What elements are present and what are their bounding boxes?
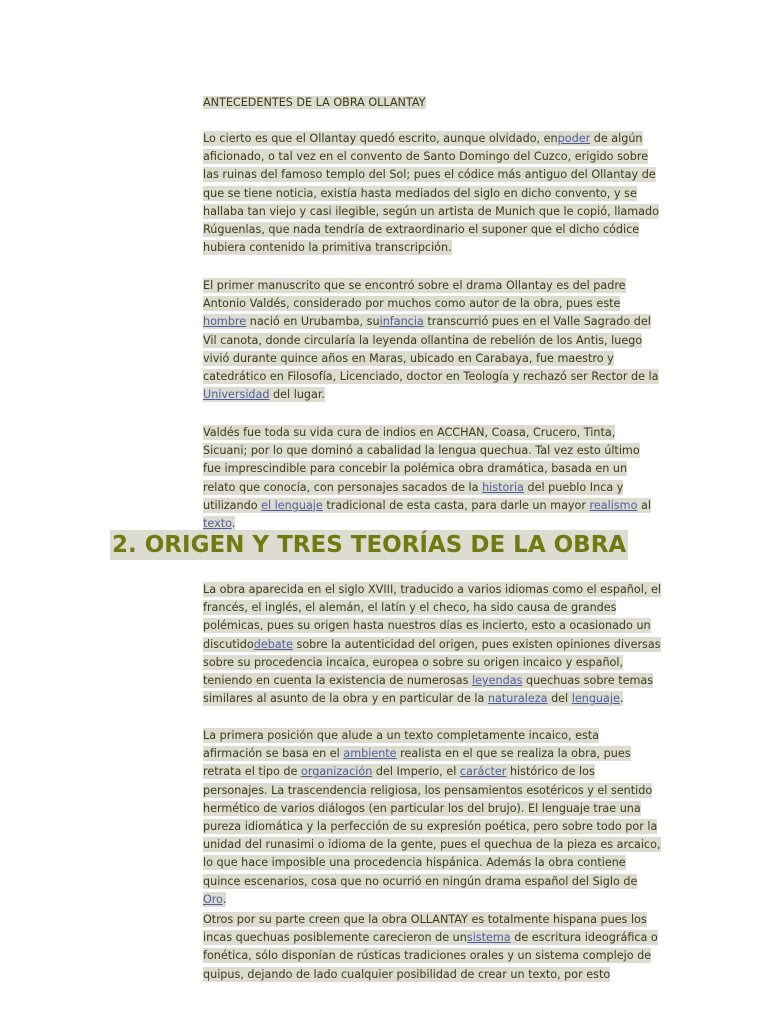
link-poder[interactable]: poder bbox=[557, 132, 591, 145]
link-naturaleza[interactable]: naturaleza bbox=[487, 692, 548, 706]
link-realismo[interactable]: realismo bbox=[589, 498, 638, 512]
link-ambiente[interactable]: ambiente bbox=[343, 747, 397, 761]
paragraph-5: La primera posición que alude a un texto completamente incaico, esta afirmación se basa en el ambiente realista en el que se realiza la obra, pues retrata el tipo de organización del Imperio, el carácter histórico de los personajes. La trascendencia religiosa, los pensamientos esotéricos y el sentido hermético de varios diálogos (en particular los del brujo). El lenguaje trae una pureza idiomática y la perfección de su expresión poética, pero sobre todo por la unidad del runasimi o idioma de la gente, pues el quechua de la pieza es arcaico, lo que hace imposible una procedencia hispánica. Además la obra contiene quince escenarios, cosa que no ocurrió en ningún drama español del Siglo de Oro. bbox=[203, 729, 661, 906]
document-heading: ANTECEDENTES DE LA OBRA OLLANTAY bbox=[203, 96, 426, 109]
link-infancia[interactable]: infancia bbox=[379, 315, 424, 329]
link-organizacion[interactable]: organización bbox=[300, 765, 373, 779]
link-caracter[interactable]: carácter bbox=[459, 765, 507, 779]
section-title: 2. ORIGEN Y TRES TEORÍAS DE LA OBRA bbox=[112, 532, 627, 558]
link-hombre[interactable]: hombre bbox=[203, 315, 247, 329]
link-leyendas[interactable]: leyendas bbox=[472, 674, 523, 688]
link-oro[interactable]: Oro bbox=[203, 892, 223, 906]
paragraph-4: La obra aparecida en el siglo XVIII, traducido a varios idiomas como el español, el francés, el inglés, el alemán, el latín y el checo, ha sido causa de grandes polémicas, pues su origen hasta nuestros días es incierto, esto a ocasionado un discutidodebate sobre la autenticidad del origen, pues existen opiniones diversas sobre su procedencia incaica, europea o sobre su origen incaico y español, teniendo en cuenta la existencia de numerosas leyendas quechuas sobre temas similares al asunto de la obra y en particular de la naturaleza del lenguaje. bbox=[203, 583, 661, 706]
paragraph-6: Otros por su parte creen que la obra OLLANTAY es totalmente hispana pues los incas quechuas posiblemente carecieron de unsistema de escritura ideográfica o fonética, sólo disponían de rústicas tradiciones orales y un sistema complejo de quipus, dejando de lado cualquier posibilidad de crear un texto, por esto bbox=[203, 913, 658, 981]
link-sistema[interactable]: sistema bbox=[466, 931, 511, 945]
link-historia[interactable]: historia bbox=[482, 480, 524, 494]
paragraph-2: El primer manuscrito que se encontró sobre el drama Ollantay es del padre Antonio Valdés, considerado por muchos como autor de la obra, pues este hombre nació en Urubamba, suinfancia transcurrió pues en el Valle Sagrado del Vil canota, donde circularía la leyenda ollantina de rebelión de los Antis, luego vivió durante quince años en Maras, ubicado en Carabaya, fue maestro y catedrático en Filosofía, Licenciado, doctor en Teología y rechazó ser Rector de la Universidad del lugar. bbox=[203, 279, 659, 402]
paragraph-1: Lo cierto es que el Ollantay quedó escrito, aunque olvidado, enpoder de algún aficionado, o tal vez en el convento de Santo Domingo del Cuzco, erigido sobre las ruinas del famoso templo del Sol; pues el códice más antiguo del Ollantay de que se tiene noticia, existía hasta mediados del siglo en dicho convento, y se hallaba tan viejo y casi ilegible, según un artista de Munich que le copió, llamado Rúguenlas, que nada tendría de extraordinario el suponer que el dicho códice hubiera contenido la primitiva transcripción. bbox=[203, 132, 659, 255]
link-debate[interactable]: debate bbox=[253, 637, 293, 651]
link-lenguaje[interactable]: lenguaje bbox=[571, 692, 620, 706]
link-el-lenguaje[interactable]: el lenguaje bbox=[261, 498, 323, 512]
link-texto[interactable]: texto bbox=[203, 517, 232, 531]
paragraph-3: Valdés fue toda su vida cura de indios en ACCHAN, Coasa, Crucero, Tinta, Sicuani; por lo que dominó a cabalidad la lengua quechua. Tal vez esto último fue imprescindible para concebir la polémica obra dramática, basada en un relato que conocía, con personajes sacados de la historia del pueblo Inca y utilizando el lenguaje tradicional de esta casta, para darle un mayor realismo al texto. bbox=[203, 426, 651, 531]
link-universidad[interactable]: Universidad bbox=[203, 388, 270, 402]
